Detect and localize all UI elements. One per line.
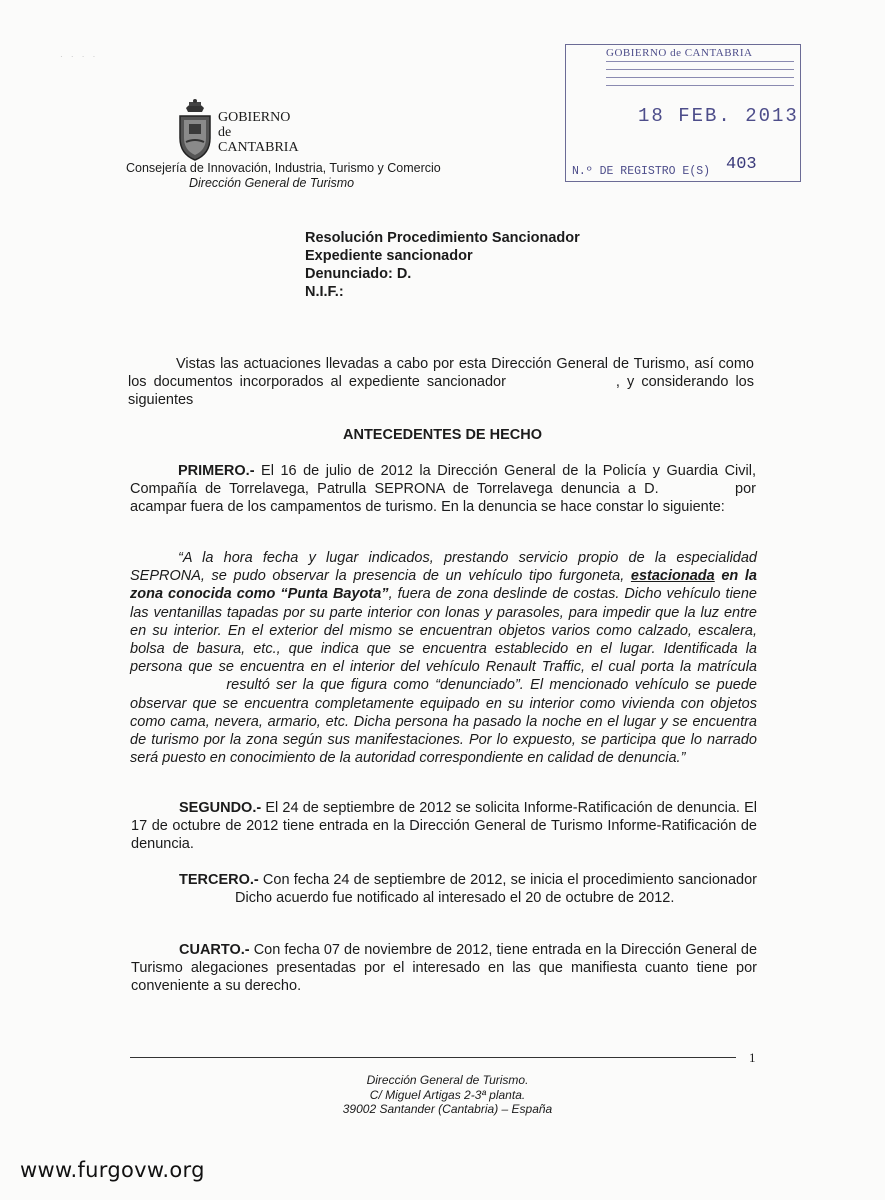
- stamp-registry-label: N.º DE REGISTRO E(S): [572, 165, 711, 178]
- cuarto-label: CUARTO.-: [179, 942, 250, 958]
- quoted-complaint: [130, 549, 757, 767]
- gov-line-2: de: [218, 125, 232, 140]
- footer-address: [0, 1073, 885, 1117]
- primero-label: PRIMERO.-: [178, 463, 255, 479]
- intro-text-b: , y considerando los siguientes: [128, 374, 754, 408]
- quote-text-a: “A la hora fecha y lugar indicados, prestando servicio propio de la especialidad SEPRONA, se pudo observar la presencia de un vehículo tipo furgoneta,: [130, 550, 757, 585]
- primero-text-a: El 16 de julio de 2012 la Dirección General de la Policía y Guardia Civil, Compañía de Torrelavega, Patrulla SEPRONA de Torrelavega denuncia a D.: [130, 463, 756, 497]
- watermark-url: www.furgovw.org: [20, 1158, 205, 1182]
- government-logo-text: [218, 110, 299, 155]
- header-denunciado: Denunciado: D.: [305, 266, 412, 282]
- department-name: Consejería de Innovación, Industria, Turismo y Comercio: [126, 161, 441, 175]
- stamp-registry-number: 403: [726, 155, 757, 174]
- tercero-text-b: Dicho acuerdo fue notificado al interesado el 20 de octubre de 2012.: [235, 890, 675, 906]
- gov-line-3: CANTABRIA: [218, 140, 299, 155]
- stamp-date: 18 FEB. 2013: [638, 105, 799, 127]
- footer-divider: [130, 1057, 736, 1058]
- footer-line-2: C/ Miguel Artigas 2-3ª planta.: [369, 1087, 526, 1102]
- primero-text-b: por acampar fuera de los campamentos de turismo. En la denuncia se hace constar lo siguiente:: [130, 481, 757, 515]
- quote-bold: en la zona conocida como “Punta Bayota”: [130, 568, 757, 603]
- stamp-org: GOBIERNO de CANTABRIA: [606, 47, 753, 59]
- segundo-label: SEGUNDO.-: [179, 800, 262, 816]
- cuarto-paragraph: [131, 941, 757, 995]
- tercero-label: TERCERO.-: [179, 872, 259, 888]
- quote-text-c: , fuera de zona deslinde de costas. Dicho vehículo tiene las ventanillas tapadas por su parte interior con lonas y parasoles, para impedir que la luz entre en su interior. En el exterior del mismo se encuentran objetos varios como calzado, escalera, bolsa de basura, etc., que indica que se encuentra establecido en el lugar. Identificada la persona que se encuentra en el interior del vehículo Renault Traffic, el cual porta la matrícula: [130, 586, 757, 676]
- tercero-paragraph: [131, 871, 757, 907]
- stamp-text-lines: [606, 61, 794, 93]
- header-title: Resolución Procedimiento Sancionador: [305, 230, 580, 246]
- quote-text-d: resultó ser la que figura como “denunciado”. El mencionado vehículo se puede observar que se encuentra completamente equipado en su interior como vivienda con objetos como cama, nevera, armario, etc. Dicha persona ha pasado la noche en el lugar y se encuentra de turismo por la zona según sus manifestaciones. Por lo expuesto, se participa que lo narrado será puesto en conocimiento de la autoridad correspondiente en calidad de denuncia.”: [130, 677, 757, 767]
- scan-smudge: · · · ·: [60, 52, 99, 61]
- page-number: 1: [749, 1050, 756, 1065]
- tercero-text-a: Con fecha 24 de septiembre de 2012, se inicia el procedimiento sancionador: [262, 872, 757, 888]
- segundo-paragraph: [131, 799, 757, 853]
- cuarto-text: Con fecha 07 de noviembre de 2012, tiene entrada en la Dirección General de Turismo alegaciones presentadas por el interesado en las que manifiesta cuanto tiene por conveniente a su derecho.: [131, 942, 758, 994]
- directorate-name: Dirección General de Turismo: [189, 176, 355, 190]
- intro-text-a: Vistas las actuaciones llevadas a cabo por esta Dirección General de Turismo, así como los documentos incorporados al expediente sancionador: [128, 356, 754, 390]
- footer-line-3: 39002 Santander (Cantabria) – España: [342, 1102, 553, 1116]
- gov-line-1: GOBIERNO: [218, 110, 291, 125]
- primero-paragraph: [130, 462, 756, 516]
- footer-line-1: Dirección General de Turismo.: [366, 1073, 529, 1087]
- intro-paragraph: [128, 355, 754, 409]
- quote-emphasis: estacionada: [630, 568, 715, 585]
- document-header: [305, 229, 580, 301]
- header-expediente: Expediente sancionador: [305, 248, 473, 264]
- header-nif: N.I.F.:: [305, 284, 344, 300]
- segundo-text: El 24 de septiembre de 2012 se solicita Informe-Ratificación de denuncia. El 17 de octubre de 2012 tiene entrada en la Dirección General de Turismo Informe-Ratificación de denuncia.: [131, 800, 758, 852]
- section-title: ANTECEDENTES DE HECHO: [343, 427, 542, 443]
- registry-stamp: [565, 44, 801, 182]
- coat-of-arms-icon: [176, 98, 214, 162]
